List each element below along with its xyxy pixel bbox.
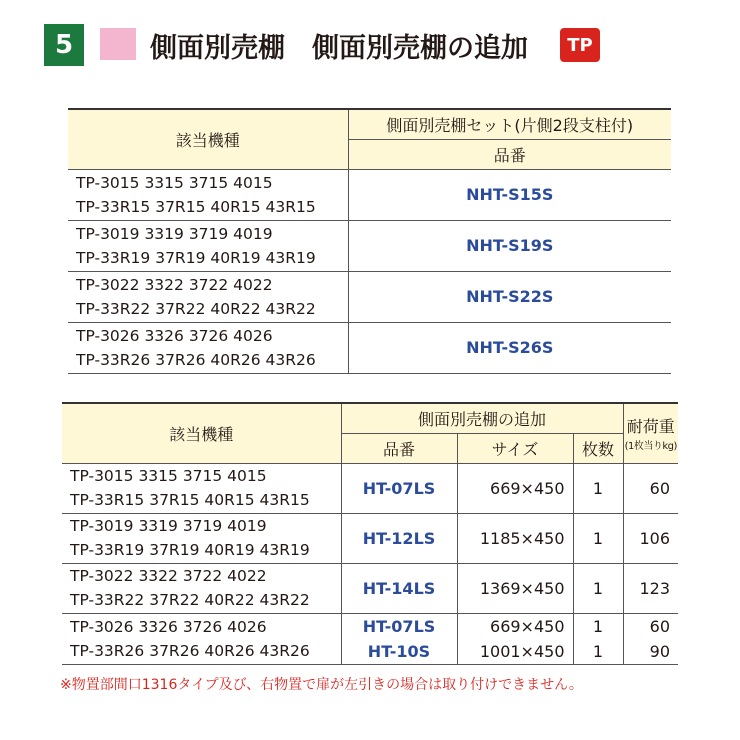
model-cell: TP-3026 3326 3726 4026 TP-33R26 37R26 40R26 43R26 bbox=[68, 322, 348, 373]
product-code: NHT-S26S bbox=[348, 322, 671, 373]
model-cell: TP-3022 3322 3722 4022 TP-33R22 37R22 40R22 43R22 bbox=[62, 563, 341, 613]
product-code: NHT-S15S bbox=[348, 169, 671, 220]
col-header-model: 該当機種 bbox=[62, 403, 341, 463]
col-header-model: 該当機種 bbox=[68, 109, 348, 169]
tp-badge: TP bbox=[560, 28, 600, 62]
section-title: 側面別売棚 側面別売棚の追加 bbox=[150, 33, 528, 64]
col-header-load: 耐荷重 (1枚当りkg) bbox=[623, 403, 678, 463]
col-header-size: サイズ bbox=[457, 433, 573, 463]
model-cell: TP-3015 3315 3715 4015 TP-33R15 37R15 40R15 43R15 bbox=[62, 463, 341, 513]
count-cell: 1 bbox=[573, 513, 623, 563]
table-row bbox=[68, 271, 671, 322]
load-cell: 123 bbox=[623, 563, 678, 613]
size-cell: 1185×450 bbox=[457, 513, 573, 563]
load-cell: 60 90 bbox=[623, 613, 678, 664]
product-code: HT-12LS bbox=[341, 513, 457, 563]
section-number-badge: 5 bbox=[44, 24, 84, 66]
table-row bbox=[68, 169, 671, 220]
load-cell: 106 bbox=[623, 513, 678, 563]
product-code: HT-14LS bbox=[341, 563, 457, 613]
size-cell: 669×450 1001×450 bbox=[457, 613, 573, 664]
product-code: HT-07LS HT-10S bbox=[341, 613, 457, 664]
model-cell: TP-3022 3322 3722 4022 TP-33R22 37R22 40R22 43R22 bbox=[68, 271, 348, 322]
load-cell: 60 bbox=[623, 463, 678, 513]
model-cell: TP-3019 3319 3719 4019 TP-33R19 37R19 40R19 43R19 bbox=[68, 220, 348, 271]
footnote: ※物置部間口1316タイプ及び、右物置で扉が左引きの場合は取り付けできません。 bbox=[60, 677, 583, 693]
table-row bbox=[62, 513, 678, 563]
model-cell: TP-3019 3319 3719 4019 TP-33R19 37R19 40R19 43R19 bbox=[62, 513, 341, 563]
col-header-set: 側面別売棚セット(片側2段支柱付) bbox=[348, 109, 671, 139]
product-code: NHT-S19S bbox=[348, 220, 671, 271]
table-row bbox=[62, 613, 678, 664]
section-header bbox=[44, 22, 704, 70]
table-row bbox=[68, 322, 671, 373]
model-cell: TP-3015 3315 3715 4015 TP-33R15 37R15 40R15 43R15 bbox=[68, 169, 348, 220]
table-row bbox=[68, 220, 671, 271]
count-cell: 1 1 bbox=[573, 613, 623, 664]
shelf-set-table bbox=[68, 108, 671, 374]
table-row bbox=[62, 463, 678, 513]
col-header-code: 品番 bbox=[348, 139, 671, 169]
shelf-addition-table bbox=[62, 402, 678, 665]
col-header-count: 枚数 bbox=[573, 433, 623, 463]
table-row bbox=[62, 563, 678, 613]
col-header-code: 品番 bbox=[341, 433, 457, 463]
count-cell: 1 bbox=[573, 463, 623, 513]
count-cell: 1 bbox=[573, 563, 623, 613]
size-cell: 1369×450 bbox=[457, 563, 573, 613]
product-code: HT-07LS bbox=[341, 463, 457, 513]
size-cell: 669×450 bbox=[457, 463, 573, 513]
col-header-group: 側面別売棚の追加 bbox=[341, 403, 623, 433]
color-swatch bbox=[100, 28, 136, 60]
model-cell: TP-3026 3326 3726 4026 TP-33R26 37R26 40R26 43R26 bbox=[62, 613, 341, 664]
product-code: NHT-S22S bbox=[348, 271, 671, 322]
